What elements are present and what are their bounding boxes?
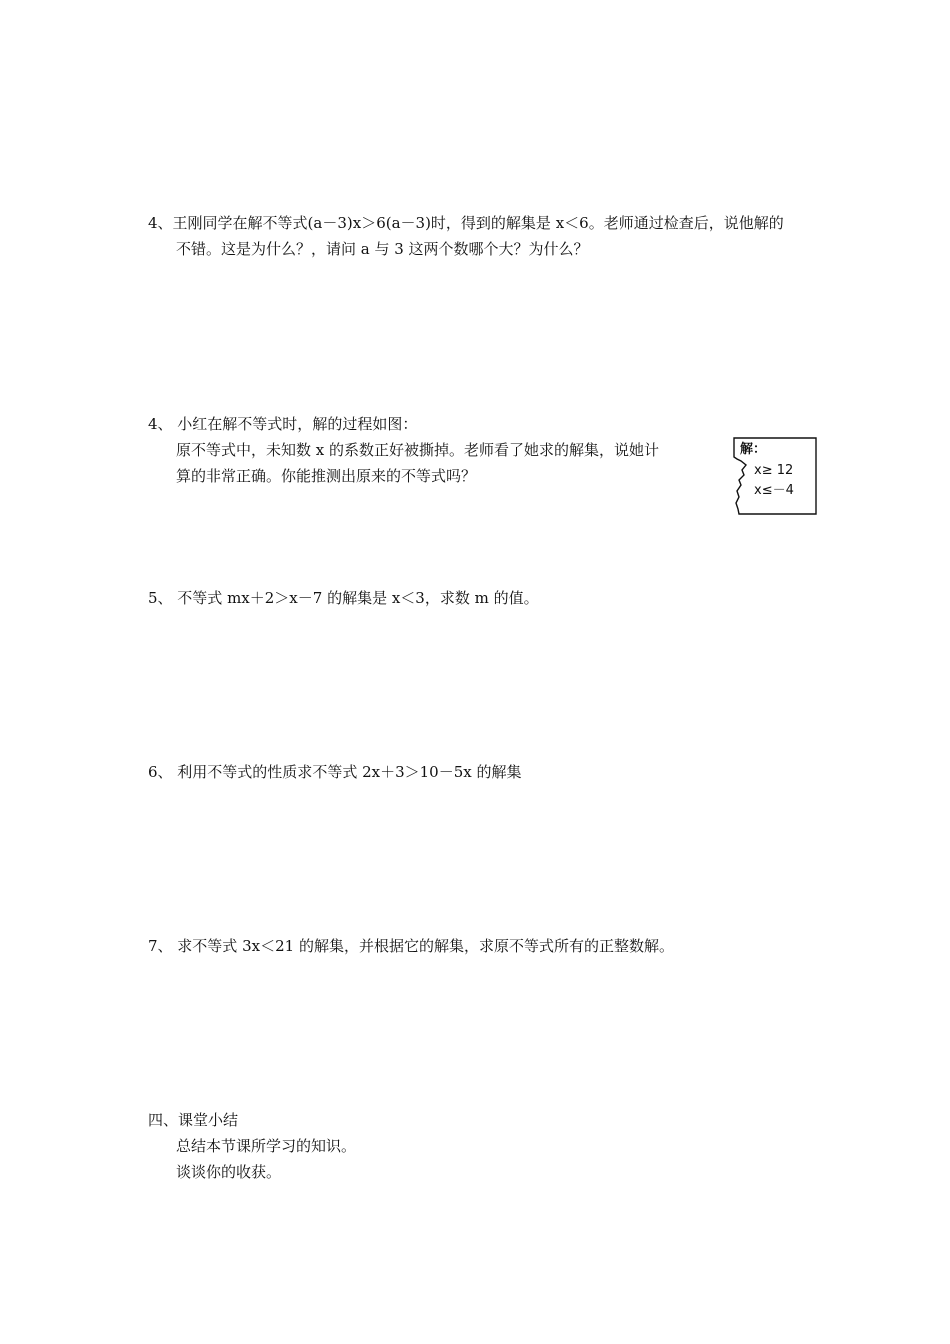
question-7 <box>148 933 674 959</box>
question-4a-line2: 不错。这是为什么？，请问 a 与 3 这两个数哪个大？为什么？ <box>176 240 589 258</box>
question-6 <box>148 759 522 785</box>
torn-paper-figure <box>733 437 817 515</box>
summary-title: 四、课堂小结 <box>148 1111 239 1129</box>
figure-step2: x≤－4 <box>754 483 794 498</box>
question-4b-line2: 算的非常正确。你能推测出原来的不等式吗？ <box>176 467 477 485</box>
question-4a <box>148 210 784 262</box>
question-4b-title: 4、 小红在解不等式时，解的过程如图： <box>148 415 418 433</box>
question-6-text: 6、 利用不等式的性质求不等式 2x＋3＞10－5x 的解集 <box>148 763 522 781</box>
question-4b <box>148 411 659 489</box>
summary-line2: 谈谈你的收获。 <box>176 1163 282 1181</box>
question-5 <box>148 585 539 611</box>
summary-line1: 总结本节课所学习的知识。 <box>176 1137 357 1155</box>
question-5-text: 5、 不等式 mx＋2＞x－7 的解集是 x＜3，求数 m 的值。 <box>148 589 539 607</box>
class-summary <box>148 1107 356 1185</box>
figure-step1: x≥ 12 <box>754 463 794 478</box>
question-4b-line1: 原不等式中，未知数 x 的系数正好被撕掉。老师看了她求的解集，说她计 <box>176 441 659 459</box>
question-4a-line1: 4、王刚同学在解不等式(a－3)x＞6(a－3)时，得到的解集是 x＜6。老师通过检查后，说他解的 <box>148 214 784 232</box>
figure-solution-label: 解： <box>740 442 767 457</box>
question-7-text: 7、 求不等式 3x＜21 的解集，并根据它的解集，求原不等式所有的正整数解。 <box>148 937 674 955</box>
